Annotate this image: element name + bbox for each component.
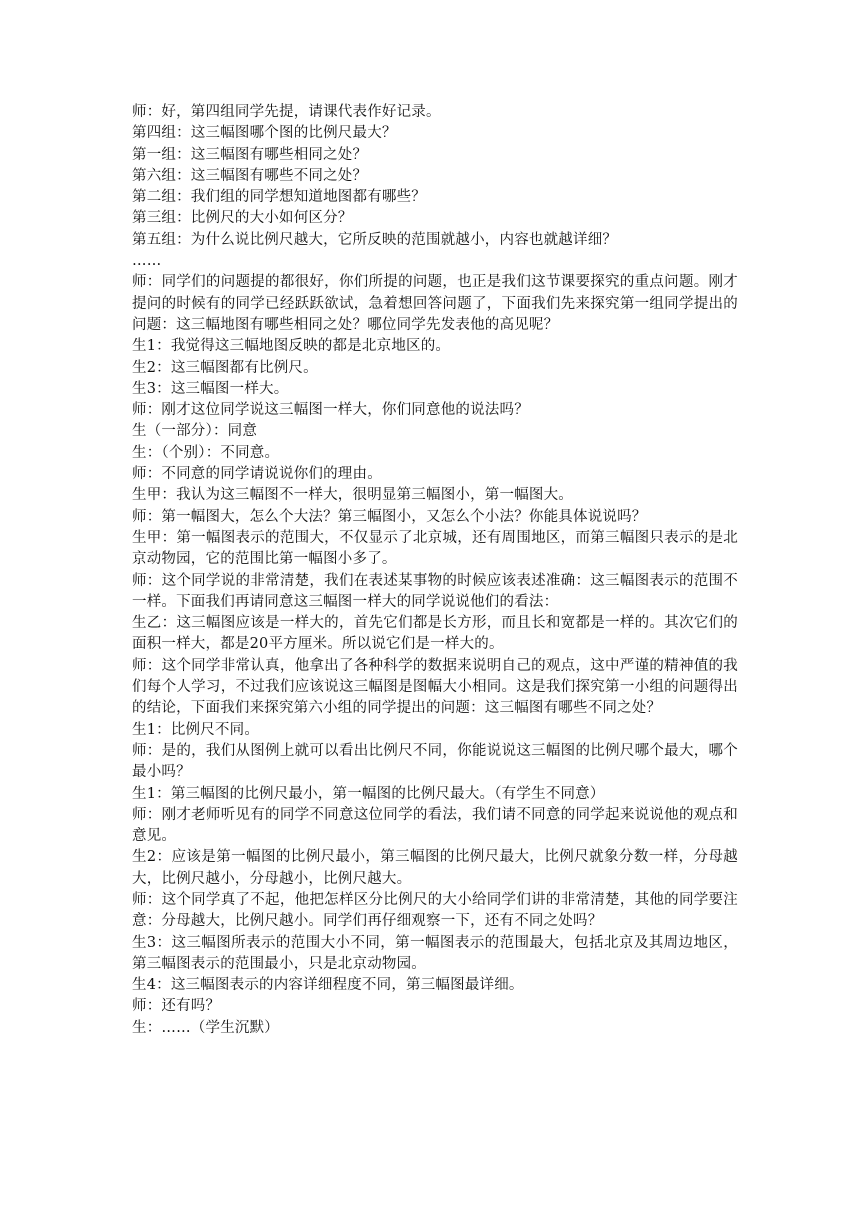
text-paragraph: 师：同学们的问题提的都很好，你们所提的问题，也正是我们这节课要探究的重点问题。刚才提问的时候有的同学已经跃跃欲试，急着想回答问题了，下面我们先来探究第一组同学提出的问题：这三幅地图有哪些相同之处？哪位同学先发表他的高见呢？ xyxy=(132,274,738,333)
text-paragraph: 生3：这三幅图所表示的范围大小不同，第一幅图表示的范围最大，包括北京及其周边地区，第三幅图表示的范围最小，只是北京动物园。 xyxy=(132,934,738,972)
text-line: 第五组：为什么说比例尺越大，它所反映的范围就越小，内容也就越详细？ xyxy=(132,231,618,248)
text-line: 生1：第三幅图的比例尺最小，第一幅图的比例尺最大。（有学生不同意） xyxy=(132,785,605,802)
text-line: 师：不同意的同学请说说你们的理由。 xyxy=(132,466,382,483)
text-line: 生1：比例尺不同。 xyxy=(132,721,260,738)
text-line: 第三组：比例尺的大小如何区分？ xyxy=(132,210,353,227)
text-line: 第六组：这三幅图有哪些不同之处？ xyxy=(132,167,368,184)
document-body xyxy=(132,102,738,1039)
text-line: 第四组：这三幅图哪个图的比例尺最大？ xyxy=(132,125,397,142)
text-paragraph: 师：这个同学真了不起，他把怎样区分比例尺的大小给同学们讲的非常清楚，其他的同学要注意：分母越大，比例尺越小。同学们再仔细观察一下，还有不同之处吗？ xyxy=(132,891,738,930)
text-line: 生3：这三幅图一样大。 xyxy=(132,380,289,397)
text-line: 生：（个别）：不同意。 xyxy=(132,444,280,461)
text-line: 生4：这三幅图表示的内容详细程度不同，第三幅图最详细。 xyxy=(132,977,524,994)
text-line: 师：刚才这位同学说这三幅图一样大，你们同意他的说法吗？ xyxy=(132,402,529,419)
text-line: 生1：我觉得这三幅地图反映的都是北京地区的。 xyxy=(132,338,451,355)
text-line: 生2：这三幅图都有比例尺。 xyxy=(132,359,318,376)
text-paragraph: 生甲：第一幅图表示的范围大，不仅显示了北京城，还有周围地区，而第三幅图只表示的是北京动物园，它的范围比第一幅图小多了。 xyxy=(132,529,738,568)
text-paragraph: 师：这个同学非常认真，他拿出了各种科学的数据来说明自己的观点，这中严谨的精神值的我们每个人学习，不过我们应该说这三幅图是图幅大小相同。这是我们探究第一小组的问题得出的结论，下面我们来探究第六小组的同学提出的问题：这三幅图有哪些不同之处？ xyxy=(132,657,738,717)
text-paragraph: 生2：应该是第一幅图的比例尺最小，第三幅图的比例尺最大，比例尺就象分数一样，分母越大，比例尺越小，分母越小，比例尺越大。 xyxy=(132,849,738,887)
ellipsis-line: …… xyxy=(132,253,162,270)
text-line: 第一组：这三幅图有哪些相同之处？ xyxy=(132,146,368,163)
text-paragraph: 生乙：这三幅图应该是一样大的，首先它们都是长方形，而且长和宽都是一样的。其次它们的面积一样大，都是20平方厘米。所以说它们是一样大的。 xyxy=(132,615,738,653)
text-line: 师：好，第四组同学先提，请课代表作好记录。 xyxy=(132,104,441,120)
text-line: 第二组：我们组的同学想知道地图都有哪些？ xyxy=(132,189,426,206)
text-line: 生甲：我认为这三幅图不一样大，很明显第三幅图小，第一幅图大。 xyxy=(132,487,573,504)
text-paragraph: 师：这个同学说的非常清楚，我们在表述某事物的时候应该表述准确：这三幅图表示的范围不一样。下面我们再请同意这三幅图一样大的同学说说他们的看法： xyxy=(132,572,738,610)
text-line: 生：……（学生沉默） xyxy=(132,1019,279,1036)
text-line: 师：还有吗？ xyxy=(132,998,221,1015)
text-line: 生（一部分）：同意 xyxy=(132,423,258,440)
text-paragraph: 师：是的，我们从图例上就可以看出比例尺不同，你能说说这三幅图的比例尺哪个最大，哪个最小吗？ xyxy=(132,742,738,781)
text-line: 师：第一幅图大，怎么个大法？第三幅图小，又怎么个小法？你能具体说说吗？ xyxy=(132,508,647,525)
text-paragraph: 师：刚才老师听见有的同学不同意这位同学的看法，我们请不同意的同学起来说说他的观点和意见。 xyxy=(132,806,738,845)
